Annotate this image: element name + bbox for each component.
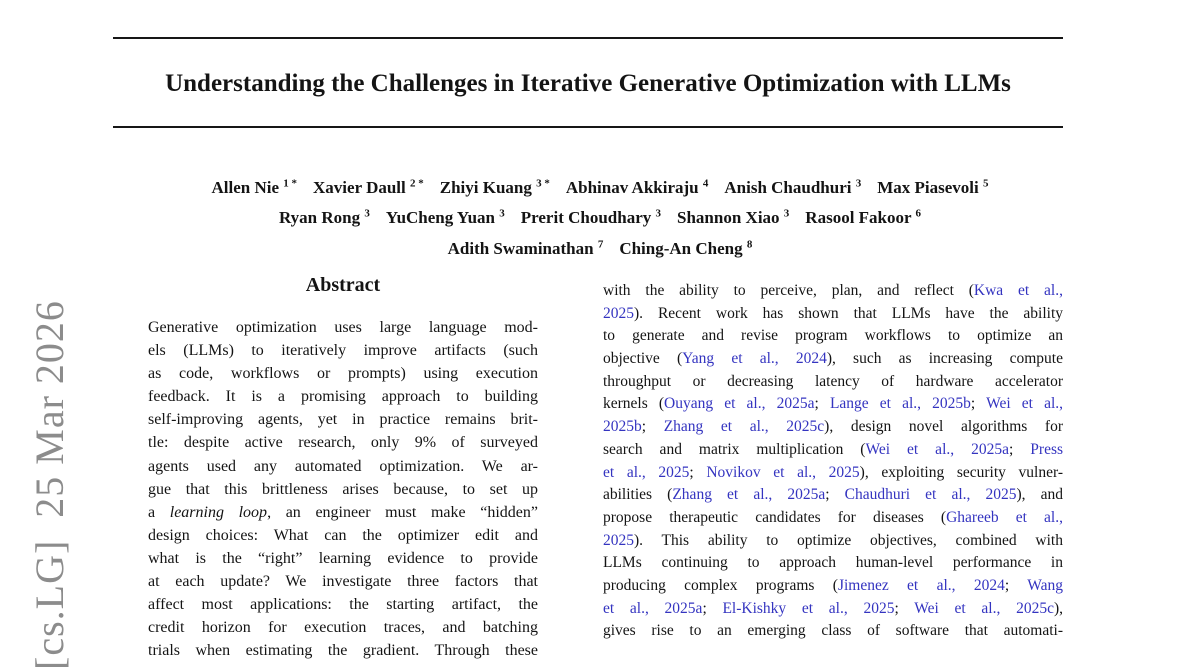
intro-line [603, 371, 1063, 394]
abstract-line [148, 408, 538, 431]
text-segment: abilities ( [603, 486, 673, 504]
author-name: Abhinav Akkiraju $^4$ [565, 177, 709, 197]
text-segment: affect most applications: the starting artifact, the [148, 596, 538, 614]
author-name: Adith Swaminathan $^7$ [447, 238, 604, 258]
abstract-line [148, 616, 538, 639]
intro-line [603, 325, 1063, 348]
intro-line [603, 393, 1063, 416]
text-segment: Generative optimization uses large language mod- [148, 319, 538, 336]
author-affiliation-sup: 8 [746, 238, 753, 251]
abstract-line [148, 639, 538, 662]
abstract-line [148, 362, 538, 385]
text-segment: a [148, 503, 170, 521]
text-segment: objective ( [603, 350, 683, 368]
author-name: Max Piasevoli $^5$ [877, 177, 989, 197]
author-affiliation-sup: 3 [855, 177, 862, 189]
text-segment: ), exploiting security vulner- [859, 463, 1063, 481]
author-line [100, 231, 1100, 262]
citation-link[interactable]: Wang [1027, 576, 1064, 594]
author-affiliation-sup: 7 [597, 238, 604, 251]
citation-link[interactable]: Wei et al., 2025a [865, 440, 1009, 458]
text-segment: learning loop [169, 503, 268, 521]
citation-link[interactable]: Ghareeb et al., [946, 508, 1063, 526]
author-affiliation-sup: 1 * [283, 177, 298, 189]
text-segment: ), and [1016, 486, 1063, 504]
intro-line [603, 530, 1063, 553]
text-segment: credit horizon for execution traces, and batching [148, 619, 538, 637]
text-segment: tle: despite active research, only 9% of surveyed [148, 434, 538, 452]
intro-line [603, 598, 1063, 621]
author-name: Shannon Xiao $^3$ [677, 207, 790, 228]
abstract-text [148, 316, 538, 662]
author-name: Prerit Choudhary $^3$ [520, 207, 662, 228]
text-segment: , an engineer must make “hidden” [267, 503, 538, 521]
abstract-heading: Abstract [305, 274, 381, 296]
author-block [100, 170, 1100, 262]
text-segment: search and matrix multiplication ( [603, 440, 866, 458]
author-affiliation-sup: 5 [982, 177, 989, 189]
citation-link[interactable]: Wei et al., [986, 395, 1064, 413]
citation-link[interactable]: Kwa et al., [973, 282, 1063, 299]
abstract-line [148, 501, 538, 524]
citation-link[interactable]: Jimenez et al., 2024 [837, 576, 1005, 594]
text-segment: ; [814, 395, 830, 413]
text-segment: ; [641, 418, 664, 436]
intro-line [603, 348, 1063, 371]
citation-link[interactable]: Novikov et al., 2025 [706, 463, 860, 481]
text-segment: propose therapeutic candidates for diseases ( [603, 508, 947, 526]
text-segment: ), [1053, 599, 1063, 617]
intro-line [603, 575, 1063, 598]
author-name: Allen Nie $^{1 *}$ [211, 177, 298, 197]
text-segment: ). This ability to optimize objectives, combined with [634, 531, 1063, 549]
author-affiliation-sup: 3 [783, 207, 790, 220]
text-segment: gue that this brittleness arises because, to set up [148, 480, 538, 498]
author-affiliation-sup: 3 [364, 207, 370, 220]
abstract-line [148, 570, 538, 593]
text-segment: design choices: What can the optimizer edit and [148, 526, 538, 544]
citation-link[interactable]: Zhang et al., 2025a [672, 486, 826, 504]
citation-link[interactable]: et al., 2025 [603, 463, 690, 481]
citation-link[interactable]: El-Kishky et al., 2025 [722, 599, 895, 617]
author-affiliation-sup: 6 [915, 207, 921, 220]
text-segment: ), such as increasing compute [826, 350, 1063, 368]
citation-link[interactable]: Press [1030, 440, 1064, 458]
text-segment: feedback. It is a promising approach to building [148, 388, 538, 406]
text-segment: throughput or decreasing latency of hardware accelerator [603, 372, 1063, 390]
intro-line [603, 620, 1063, 643]
author-name: Xavier Daull $^{2 *}$ [313, 177, 424, 197]
abstract-line [148, 593, 538, 616]
author-name: Rasool Fakoor $^6$ [805, 207, 921, 228]
title-bottom-rule [113, 126, 1063, 128]
intro-line [603, 303, 1063, 326]
author-affiliation-sup: 3 [499, 207, 505, 220]
citation-link[interactable]: Yang et al., 2024 [682, 350, 827, 368]
abstract-line [148, 316, 538, 339]
intro-line [603, 280, 1063, 303]
text-segment: to generate and revise program workflows to optimize an [603, 327, 1063, 345]
introduction-column [603, 280, 1063, 643]
text-segment: what is the “right” learning evidence to provide [148, 549, 538, 567]
author-line [100, 201, 1100, 232]
arxiv-watermark: [cs.LG] 25 Mar 2026 [27, 300, 72, 670]
abstract-line [148, 455, 538, 478]
text-segment: self-improving agents, yet in practice remains brit- [148, 411, 538, 429]
author-affiliation-sup: 4 [702, 177, 709, 189]
intro-line [603, 552, 1063, 575]
citation-link[interactable]: Chaudhuri et al., 2025 [844, 486, 1017, 504]
author-name: Anish Chaudhuri $^3$ [724, 177, 862, 197]
text-segment: at each update? We investigate three factors that [148, 573, 538, 591]
text-segment: ; [825, 486, 845, 504]
author-affiliation-sup: 3 * [536, 177, 550, 189]
text-segment: els (LLMs) to iteratively improve artifacts (such [148, 342, 538, 360]
text-segment: ), design novel algorithms for [824, 418, 1063, 436]
abstract-line [148, 385, 538, 408]
author-affiliation-sup: 2 * [410, 177, 424, 189]
abstract-column [113, 272, 573, 662]
top-rule [113, 37, 1063, 39]
intro-line [603, 462, 1063, 485]
citation-link[interactable]: et al., 2025a [603, 599, 703, 617]
intro-line [603, 484, 1063, 507]
intro-line [603, 439, 1063, 462]
text-segment: trials when estimating the gradient. Through these [148, 642, 538, 660]
abstract-line [148, 339, 538, 362]
text-segment: agents used any automated optimization. We ar- [148, 457, 538, 475]
citation-link[interactable]: 2025b [603, 418, 642, 436]
text-segment: gives rise to an emerging class of software that automati- [603, 622, 1063, 640]
text-segment: ; [702, 599, 723, 617]
author-name: Ching-An Cheng $^8$ [619, 238, 753, 258]
citation-link[interactable]: Zhang et al., 2025c [663, 418, 825, 436]
author-name: Zhiyi Kuang $^{3 *}$ [439, 177, 550, 197]
text-segment: ; [894, 599, 915, 617]
text-segment: with the ability to perceive, plan, and reflect ( [603, 282, 974, 299]
text-segment: ; [970, 395, 987, 413]
text-segment: ; [1008, 440, 1031, 458]
author-name: YuCheng Yuan $^3$ [385, 207, 505, 228]
text-segment: ; [1004, 576, 1028, 594]
intro-line [603, 507, 1063, 530]
text-segment: kernels ( [603, 395, 665, 413]
abstract-line [148, 524, 538, 547]
text-segment: LLMs continuing to approach human-level performance in [603, 554, 1063, 572]
abstract-line [148, 478, 538, 501]
abstract-line [148, 431, 538, 454]
text-segment: producing complex programs ( [603, 576, 838, 594]
author-line [100, 170, 1100, 201]
text-segment: ). Recent work has shown that LLMs have the ability [634, 304, 1063, 322]
text-segment: as code, workflows or prompts) using execution [148, 365, 538, 383]
citation-link[interactable]: 2025 [603, 531, 634, 549]
intro-line [603, 416, 1063, 439]
citation-link[interactable]: 2025 [603, 304, 634, 322]
paper-title: Understanding the Challenges in Iterative Generative Optimization with LLMs [165, 70, 1011, 97]
author-name: Ryan Rong $^3$ [278, 207, 370, 228]
citation-link[interactable]: Ouyang et al., 2025a [664, 395, 815, 413]
citation-link[interactable]: Lange et al., 2025b [829, 395, 971, 413]
author-affiliation-sup: 3 [655, 207, 662, 220]
abstract-line [148, 547, 538, 570]
citation-link[interactable]: Wei et al., 2025c [914, 599, 1054, 617]
text-segment: ; [689, 463, 707, 481]
